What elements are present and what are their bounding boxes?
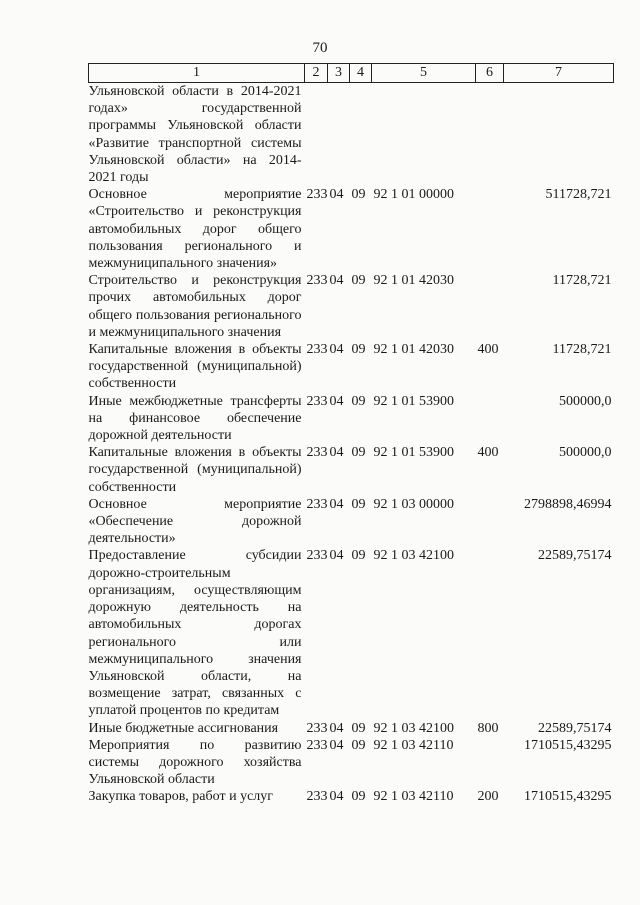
row-admin-code-cell: 233 xyxy=(306,393,328,409)
table-row xyxy=(89,444,614,496)
row-admin-code-cell: 233 xyxy=(306,273,328,289)
row-admin-code-cell: 233 xyxy=(306,445,328,461)
row-subsection-cell: 09 xyxy=(351,187,366,203)
row-expense-type-cell: 400 xyxy=(477,445,499,461)
row-section-cell: 04 xyxy=(329,789,344,805)
row-amount-cell: 511728,721 xyxy=(545,187,612,203)
row-target-item-cell: 92 1 03 42110 xyxy=(373,737,454,753)
row-section-cell: 04 xyxy=(329,187,344,203)
row-section-cell: 04 xyxy=(329,496,344,512)
table-row xyxy=(89,393,614,445)
row-subsection-cell: 09 xyxy=(351,342,366,358)
row-section-cell: 04 xyxy=(329,548,344,564)
row-name-cell: Мероприятия по развитию системы дорожного хозяйства Ульяновской области xyxy=(88,737,302,788)
row-target-item-cell: 92 1 03 42110 xyxy=(373,789,454,805)
row-subsection-cell: 09 xyxy=(351,737,366,753)
row-admin-code-cell: 233 xyxy=(306,720,328,736)
row-name-cell: Иные бюджетные ассигнования xyxy=(88,720,279,736)
row-name-cell: Иные межбюджетные трансферты на финансовое обеспечение дорожной деятельности xyxy=(88,393,302,444)
row-subsection-cell xyxy=(350,83,372,187)
row-expense-type-cell: 800 xyxy=(477,720,499,736)
table-row xyxy=(89,341,614,393)
row-admin-code-cell: 233 xyxy=(306,496,328,512)
table-body xyxy=(89,83,614,806)
budget-table xyxy=(88,63,614,806)
row-subsection-cell: 09 xyxy=(351,789,366,805)
header-col-1: 1 xyxy=(89,64,305,83)
row-target-item-cell: 92 1 03 42100 xyxy=(373,720,454,736)
row-expense-type-cell xyxy=(476,186,504,272)
row-amount-cell: 1710515,43295 xyxy=(524,789,612,805)
row-expense-type-cell xyxy=(476,547,504,719)
header-col-7: 7 xyxy=(504,64,614,83)
row-admin-code-cell: 233 xyxy=(306,548,328,564)
row-name-cell: Закупка товаров, работ и услуг xyxy=(88,789,274,805)
row-expense-type-cell: 400 xyxy=(477,342,499,358)
table-row xyxy=(89,272,614,341)
row-name-cell: Основное мероприятие «Обеспечение дорожной деятельности» xyxy=(88,496,302,547)
row-subsection-cell: 09 xyxy=(351,720,366,736)
header-col-4: 4 xyxy=(350,64,372,83)
table-row xyxy=(89,186,614,272)
row-amount-cell: 22589,75174 xyxy=(538,720,612,736)
header-col-5: 5 xyxy=(372,64,476,83)
table-row xyxy=(89,496,614,548)
row-name-cell: Предоставление субсидии дорожно-строительным организациям, осуществляющим дорожную деятельность на автомобильных дорогах регионального или межмуниципального значения Ульяновской области, на возмещение затрат, связанных с уплатой процентов по кредитам xyxy=(88,548,302,719)
table-row xyxy=(89,788,614,805)
row-admin-code-cell: 233 xyxy=(306,737,328,753)
header-col-2: 2 xyxy=(305,64,328,83)
row-admin-code-cell: 233 xyxy=(306,789,328,805)
row-target-item-cell: 92 1 01 53900 xyxy=(373,445,454,461)
row-admin-code-cell xyxy=(305,83,328,187)
row-target-item-cell xyxy=(372,83,476,187)
row-amount-cell xyxy=(504,83,614,187)
row-amount-cell: 1710515,43295 xyxy=(524,737,612,753)
page-number: 70 xyxy=(312,40,328,56)
row-admin-code-cell: 233 xyxy=(306,187,328,203)
table-row xyxy=(89,547,614,719)
row-subsection-cell: 09 xyxy=(351,273,366,289)
row-subsection-cell: 09 xyxy=(351,393,366,409)
row-amount-cell: 11728,721 xyxy=(552,342,612,358)
row-expense-type-cell xyxy=(476,393,504,445)
row-name-cell: Строительство и реконструкция прочих автомобильных дорог общего пользования регионального и межмуниципального значения xyxy=(88,273,302,340)
row-expense-type-cell: 200 xyxy=(477,789,499,805)
row-name-cell: Капитальные вложения в объекты государственной (муниципальной) собственности xyxy=(88,342,302,392)
row-name-cell: Капитальные вложения в объекты государственной (муниципальной) собственности xyxy=(88,445,302,495)
row-amount-cell: 22589,75174 xyxy=(538,548,612,564)
table-row xyxy=(89,83,614,187)
row-subsection-cell: 09 xyxy=(351,496,366,512)
row-expense-type-cell xyxy=(476,272,504,341)
row-section-cell xyxy=(328,83,350,187)
row-amount-cell: 2798898,46994 xyxy=(524,496,612,512)
row-amount-cell: 11728,721 xyxy=(552,273,612,289)
row-target-item-cell: 92 1 01 42030 xyxy=(373,342,454,358)
row-target-item-cell: 92 1 03 00000 xyxy=(373,496,454,512)
row-name-cell: Ульяновской области в 2014-2021 годах» государственной программы Ульяновской области «Развитие транспортной системы Ульяновской области» на 2014-2021 годы xyxy=(88,84,302,186)
header-col-3: 3 xyxy=(328,64,350,83)
row-expense-type-cell xyxy=(476,737,504,789)
row-section-cell: 04 xyxy=(329,273,344,289)
row-expense-type-cell xyxy=(476,496,504,548)
row-subsection-cell: 09 xyxy=(351,548,366,564)
row-section-cell: 04 xyxy=(329,720,344,736)
table-row xyxy=(89,720,614,737)
row-section-cell: 04 xyxy=(329,342,344,358)
row-section-cell: 04 xyxy=(329,445,344,461)
table-header-row xyxy=(89,64,614,83)
row-subsection-cell: 09 xyxy=(351,445,366,461)
row-section-cell: 04 xyxy=(329,737,344,753)
row-amount-cell: 500000,0 xyxy=(559,445,612,461)
row-name-cell: Основное мероприятие «Строительство и реконструкция автомобильных дорог общего пользования регионального и межмуниципального значения» xyxy=(88,187,302,272)
row-expense-type-cell xyxy=(476,83,504,187)
row-target-item-cell: 92 1 01 53900 xyxy=(373,393,454,409)
row-amount-cell: 500000,0 xyxy=(559,393,612,409)
table-row xyxy=(89,737,614,789)
row-target-item-cell: 92 1 01 42030 xyxy=(373,273,454,289)
row-target-item-cell: 92 1 03 42100 xyxy=(373,548,454,564)
row-section-cell: 04 xyxy=(329,393,344,409)
row-target-item-cell: 92 1 01 00000 xyxy=(373,187,454,203)
row-admin-code-cell: 233 xyxy=(306,342,328,358)
header-col-6: 6 xyxy=(476,64,504,83)
